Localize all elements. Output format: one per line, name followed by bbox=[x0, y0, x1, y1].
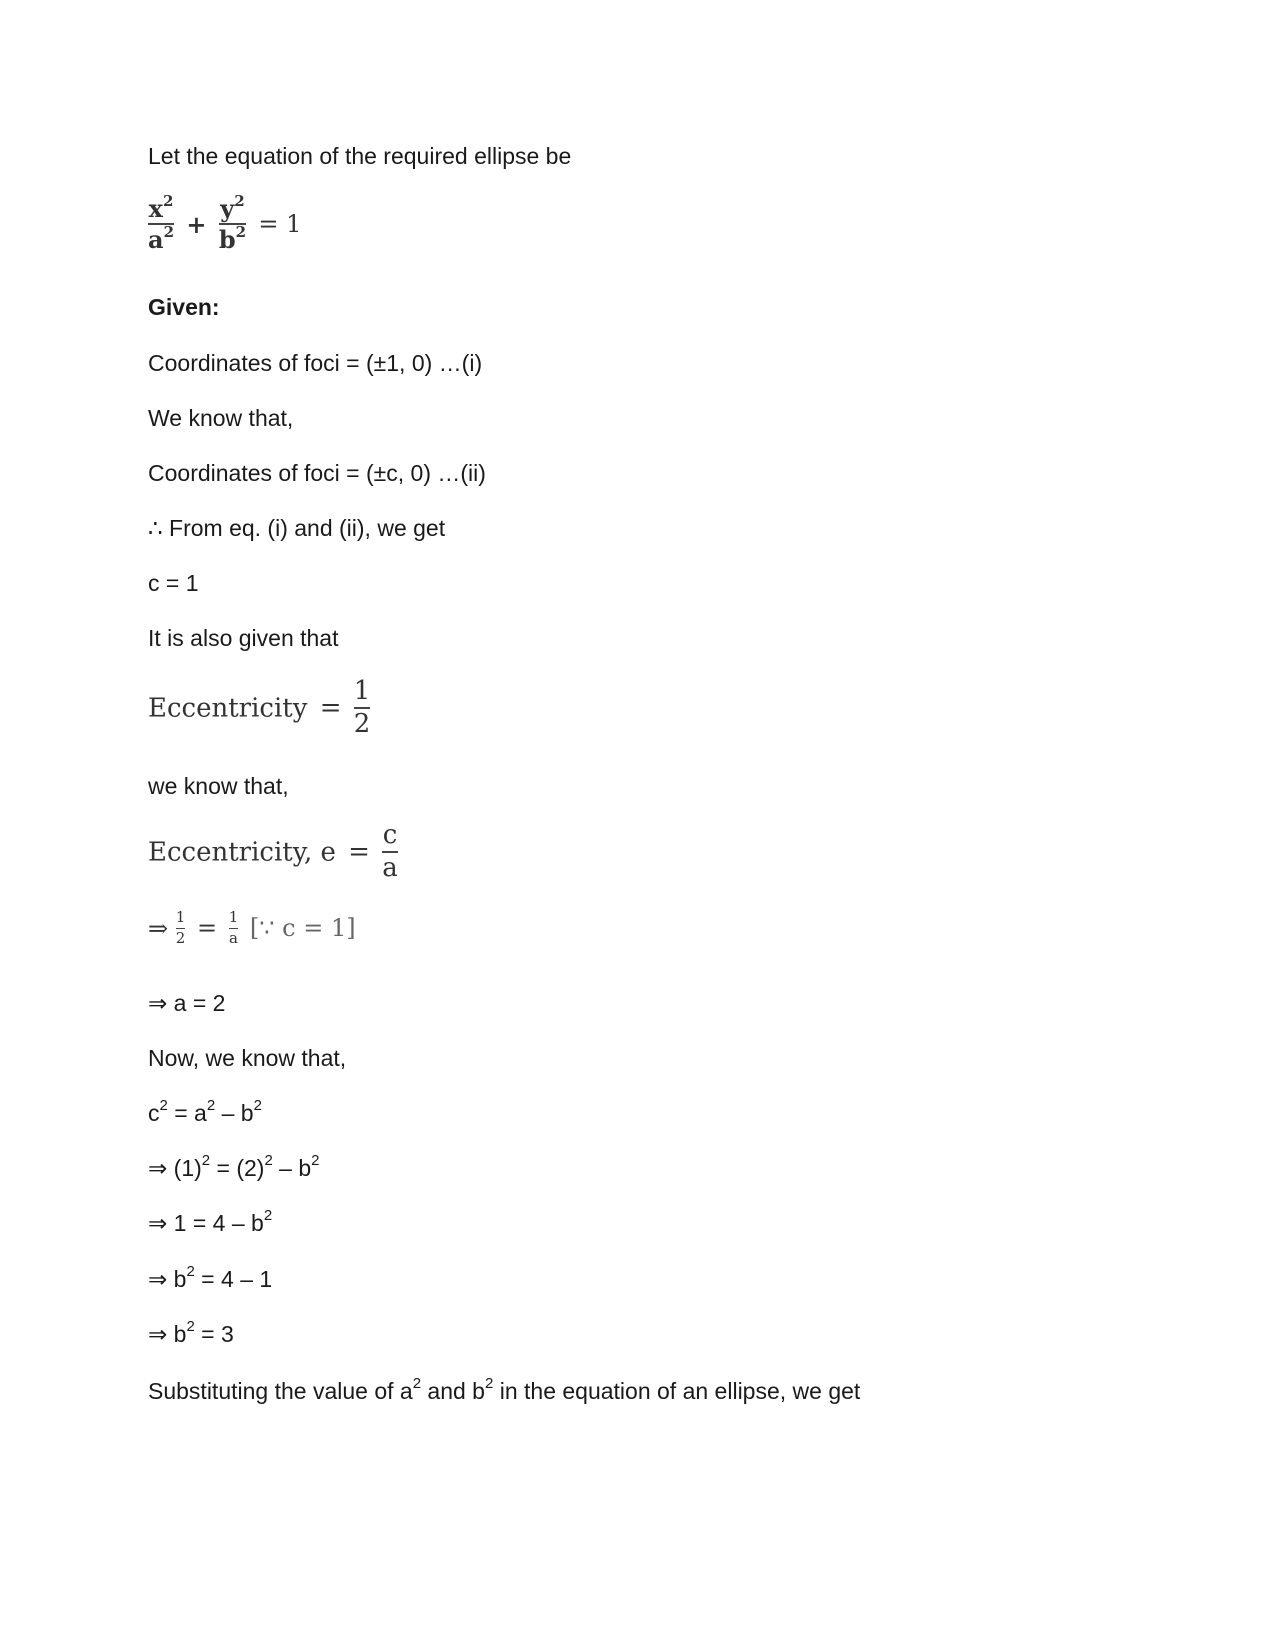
step-1-equation: ⇒ $(1)^2 = (2)^2 - b^2$ bbox=[148, 1152, 320, 1181]
eccentricity-e-label: Eccentricity, e bbox=[148, 837, 336, 868]
now-know-text: Now, we know that, bbox=[148, 1045, 347, 1071]
substituting-text: Substituting the value of $a^2$ and $b^2$ in the equation of an ellipse, we get bbox=[148, 1375, 861, 1404]
x-over-a-fraction: $\frac{x^2}{a^2}$ bbox=[148, 192, 174, 255]
foci-formula-text: Coordinates of foci = (±c, 0) …(ii) bbox=[148, 460, 486, 486]
eccentricity-label: Eccentricity bbox=[148, 693, 308, 724]
implies-equation: ⇒ $\frac{1}{2}$ = $\frac{1}{a}$ [∵ c = 1] bbox=[148, 908, 356, 947]
step-2-equation: ⇒ $1 = 4 - b^2$ bbox=[148, 1207, 273, 1236]
y-over-b-fraction: $\frac{y^2}{b^2}$ bbox=[218, 192, 247, 255]
we-know-text: We know that, bbox=[148, 405, 294, 431]
plus-sign: + bbox=[186, 209, 207, 239]
one-half-small-fraction: $\frac{1}{2}$ bbox=[175, 908, 186, 947]
c-value-text: c = 1 bbox=[148, 570, 199, 596]
foci-given-text: Coordinates of foci = (±1, 0) …(i) bbox=[148, 350, 483, 376]
eccentricity-given-equation: Eccentricity = $\frac{1}{2}$ bbox=[148, 676, 371, 740]
since-note: [∵ c = 1] bbox=[249, 914, 356, 943]
ellipse-equation bbox=[148, 192, 305, 255]
c-over-a-fraction: $\frac{c}{a}$ bbox=[382, 820, 398, 884]
we-know-text-2: we know that, bbox=[148, 773, 289, 799]
given-heading: Given: bbox=[148, 294, 220, 320]
b-result-equation: ⇒ $b^2 = 3$ bbox=[148, 1318, 234, 1347]
one-half-fraction: $\frac{1}{2}$ bbox=[353, 676, 371, 740]
one-over-a-fraction: $\frac{1}{a}$ bbox=[228, 908, 239, 947]
c-squared-equation: $c^2 = a^2 - b^2$ bbox=[148, 1097, 262, 1126]
eccentricity-definition-equation: Eccentricity, e = $\frac{c}{a}$ bbox=[148, 820, 398, 884]
equals-one: = 1 bbox=[258, 210, 302, 239]
also-given-text: It is also given that bbox=[148, 625, 339, 651]
a-value-text: ⇒ a = 2 bbox=[148, 990, 226, 1016]
step-3-equation: ⇒ $b^2 = 4 - 1$ bbox=[148, 1263, 273, 1292]
intro-text: Let the equation of the required ellipse be bbox=[148, 143, 572, 169]
from-eq-text: ∴ From eq. (i) and (ii), we get bbox=[148, 515, 446, 541]
